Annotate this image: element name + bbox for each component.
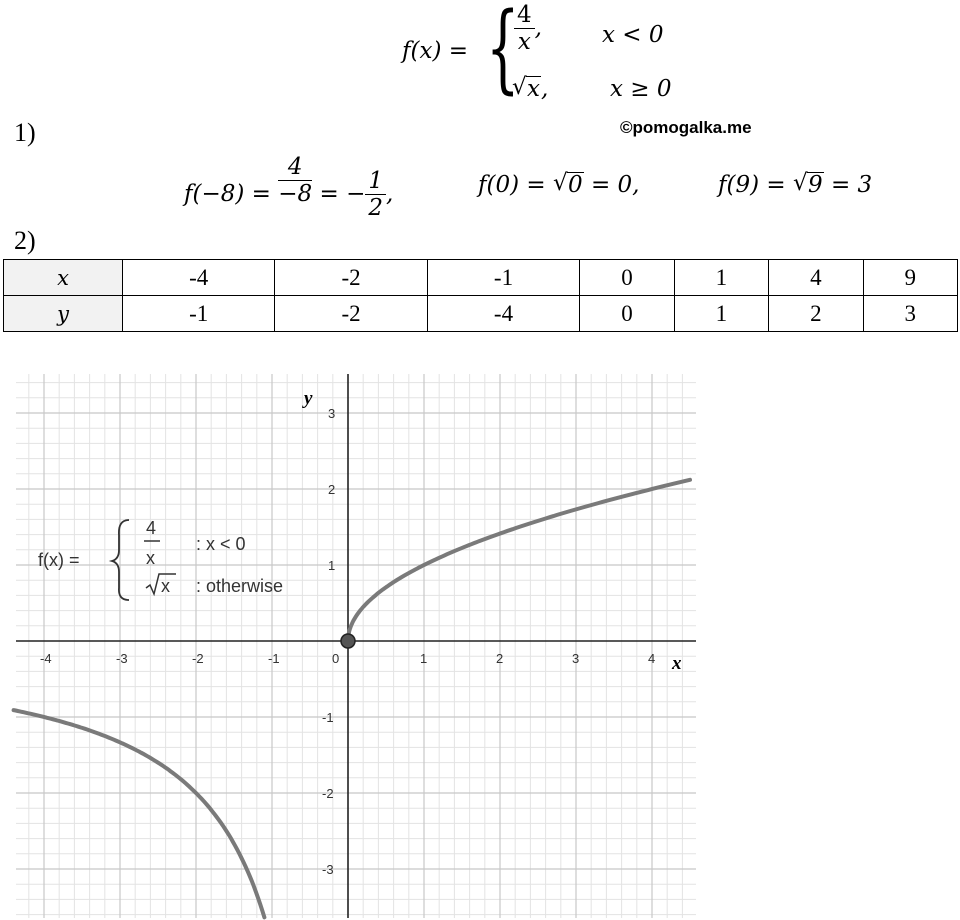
calc3-end: = 3 (830, 172, 873, 198)
calc-f-9 (718, 172, 872, 198)
calc2-radicand: 0 (568, 172, 583, 198)
table-cell: -4 (123, 260, 275, 296)
y-tick-label: -2 (322, 786, 334, 801)
y-tick-label: 2 (328, 482, 336, 497)
table-cell: 2 (769, 296, 863, 332)
x-tick-label: -2 (192, 651, 204, 666)
table-cell: 0 (580, 296, 674, 332)
tick-labels (40, 388, 682, 877)
legend-lhs: f(x) = (38, 550, 80, 570)
left-brace-icon: { (486, 0, 520, 104)
legend-radicand: x (161, 576, 170, 596)
axes (16, 374, 696, 918)
x-tick-label: 0 (332, 651, 340, 666)
calc1-end: , (385, 180, 394, 207)
case2-condition: x ≥ 0 (610, 76, 672, 102)
legend-numerator: 4 (146, 518, 157, 538)
y-tick-label: -3 (322, 862, 334, 877)
case2-radicand: x (527, 76, 540, 102)
x-tick-label: -3 (116, 651, 128, 666)
origin-point (341, 634, 355, 648)
calc-f-minus-8 (184, 154, 394, 222)
grid-major (16, 374, 696, 918)
watermark: ©pomogalka.me (620, 118, 752, 137)
function-definition (402, 0, 702, 110)
calc3-lhs: f(9) = (718, 172, 786, 198)
legend-denominator: x (146, 548, 155, 568)
x-axis-label: x (672, 653, 682, 674)
calc2-end: = 0, (590, 172, 640, 198)
calc1-numerator: 4 (278, 154, 312, 181)
calc1-denominator2: 2 (368, 195, 383, 222)
x-tick-label: 1 (420, 651, 428, 666)
x-tick-label: 3 (572, 651, 580, 666)
y-tick-label: -1 (322, 710, 334, 725)
x-tick-label: -4 (40, 651, 52, 666)
table-cell: -2 (275, 296, 427, 332)
case2-comma: , (540, 76, 549, 102)
legend-condition-1: : x < 0 (196, 534, 246, 554)
function-graph (0, 360, 700, 920)
legend-condition-2: : otherwise (196, 576, 284, 596)
table-cell: -4 (427, 296, 579, 332)
curves (14, 480, 690, 918)
x-tick-label: 2 (496, 651, 504, 666)
calc3-radicand: 9 (808, 172, 823, 198)
part1-calculations (184, 150, 904, 220)
calc-f-0 (478, 172, 639, 198)
case1-denominator: x (517, 29, 531, 56)
table-cell: 1 (674, 296, 768, 332)
y-tick-label: 1 (328, 558, 336, 573)
case1-expression (514, 2, 542, 56)
table-cell: -1 (427, 260, 579, 296)
calc1-numerator2: 1 (365, 168, 386, 195)
case1-condition: x < 0 (602, 22, 664, 48)
calc1-mid: = − (319, 180, 366, 207)
table-header-x: x (4, 260, 123, 296)
calc2-lhs: f(0) = (478, 172, 546, 198)
table-cell: 3 (863, 296, 957, 332)
grid-minor (16, 374, 696, 918)
step2-label: 2) (14, 226, 36, 255)
table-row-x (4, 260, 958, 296)
table-row-y (4, 296, 958, 332)
definition-lhs: f(x) = (402, 38, 469, 64)
table-cell: -1 (123, 296, 275, 332)
table-cell: 4 (769, 260, 863, 296)
x-tick-label: -1 (268, 651, 280, 666)
calc1-lhs: f(−8) = (184, 180, 271, 207)
table-cell: 1 (674, 260, 768, 296)
case1-numerator: 4 (514, 2, 535, 29)
table-cell: -2 (275, 260, 427, 296)
step1-label: 1) (14, 118, 36, 147)
calc1-denominator: −8 (278, 181, 313, 208)
values-table (3, 259, 958, 332)
table-header-y: y (4, 296, 123, 332)
x-tick-label: 4 (648, 651, 656, 666)
case1-comma: , (534, 14, 542, 41)
table-cell: 0 (580, 260, 674, 296)
y-tick-label: 3 (328, 406, 336, 421)
table-cell: 9 (863, 260, 957, 296)
case2-expression (512, 76, 548, 102)
y-axis-label: y (304, 388, 313, 409)
